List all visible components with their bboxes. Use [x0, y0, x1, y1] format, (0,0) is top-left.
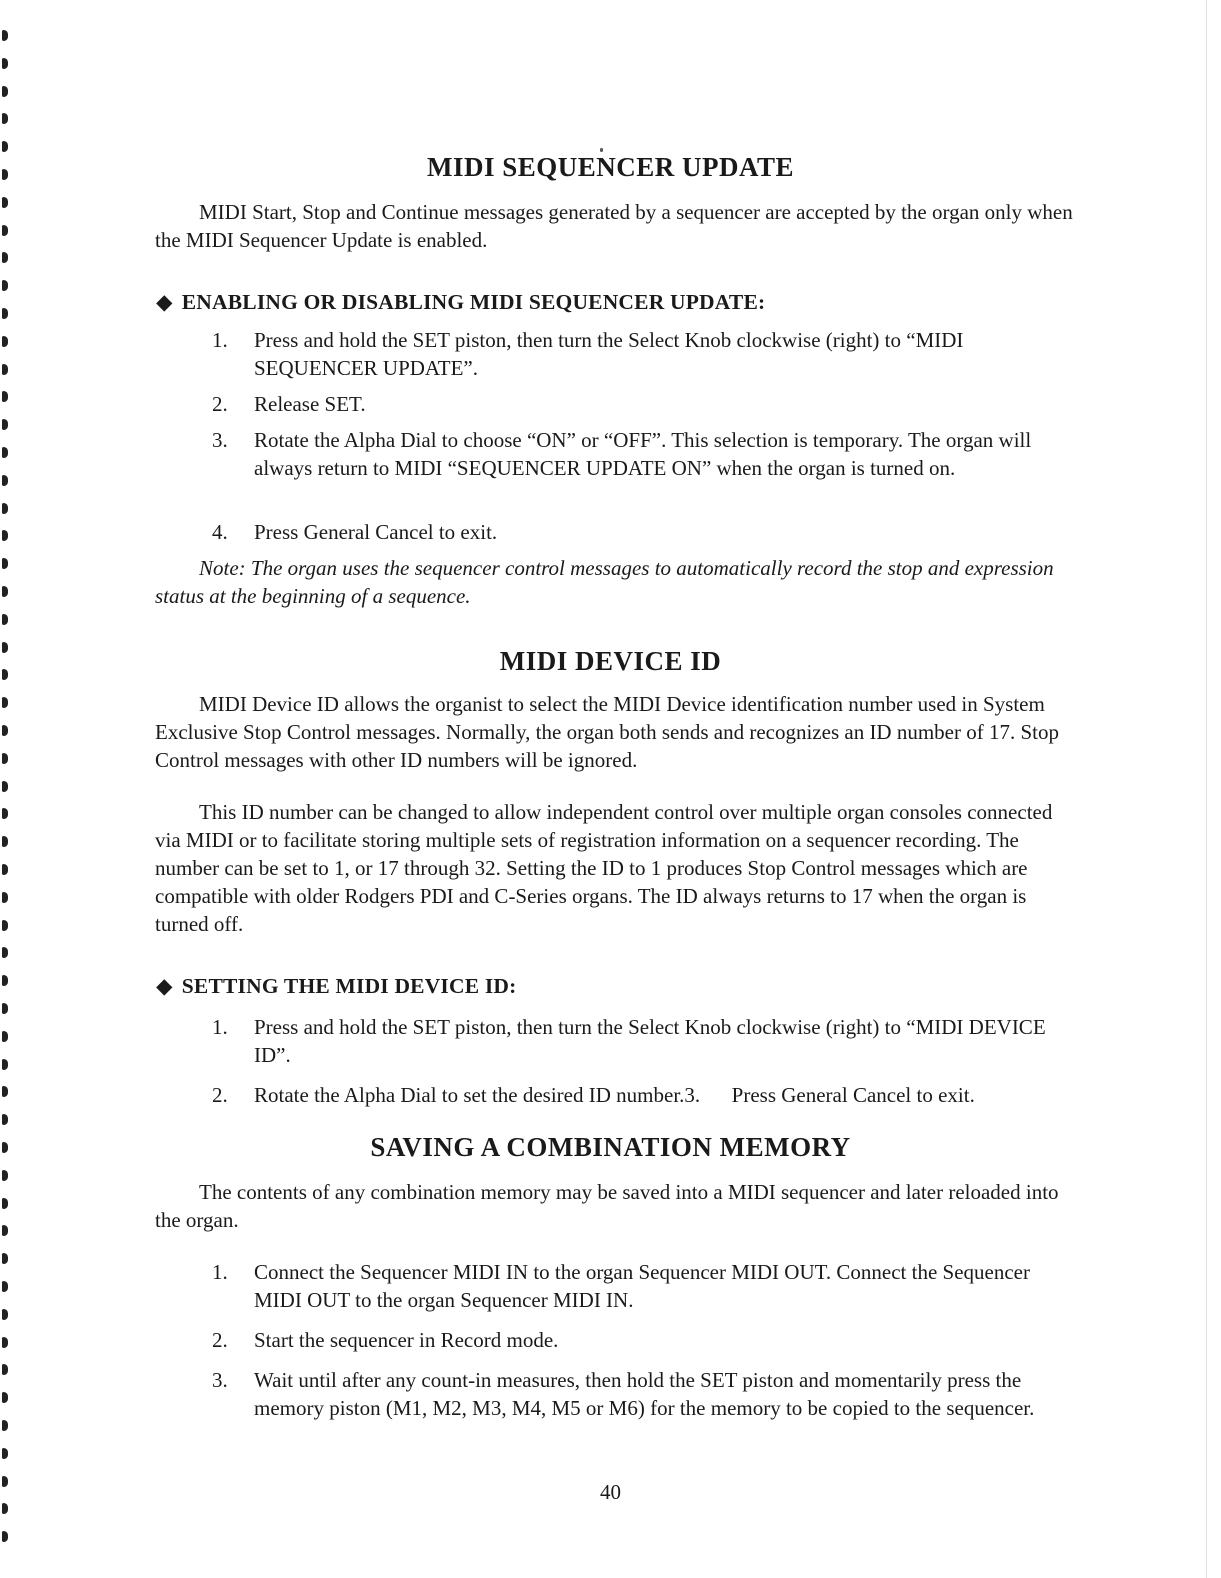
- list-text: Press and hold the SET piston, then turn the Select Knob clockwise (right) to “MIDI DEVICE ID”.: [254, 1015, 1046, 1067]
- list-number: 1.: [212, 1260, 228, 1284]
- subheading-enabling-text: ENABLING OR DISABLING MIDI SEQUENCER UPDATE:: [181, 290, 766, 314]
- sequencer-note: Note: The organ uses the sequencer control messages to automatically record the stop and expression status at the beginning of a sequence.: [155, 556, 1054, 608]
- list-number: 1.: [212, 1015, 228, 1039]
- section-title-sequencer-update: MIDI SEQUENCER UPDATE: [426, 152, 795, 182]
- combination-memory-intro: The contents of any combination memory may be saved into a MIDI sequencer and later reloaded into the organ.: [155, 1180, 1059, 1232]
- list-text: Wait until after any count-in measures, then hold the SET piston and momentarily press the memory piston (M1, M2, M3, M4, M5 or M6) for the memory to be copied to the sequencer.: [254, 1368, 1035, 1420]
- subheading-setting-id-text: SETTING THE MIDI DEVICE ID:: [181, 974, 517, 998]
- list-number: 3.: [212, 428, 228, 452]
- list-number: 1.: [212, 328, 228, 352]
- sequencer-update-intro: MIDI Start, Stop and Continue messages generated by a sequencer are accepted by the organ only when the MIDI Sequencer Update is enabled.: [155, 200, 1073, 252]
- diamond-bullet-icon: ◆: [156, 290, 173, 314]
- list-number: 2.: [212, 1083, 228, 1107]
- list-text: Press General Cancel to exit.: [254, 520, 498, 544]
- section-title-combination-memory: SAVING A COMBINATION MEMORY: [370, 1132, 851, 1162]
- list-text: Connect the Sequencer MIDI IN to the organ Sequencer MIDI OUT. Connect the Sequencer MIDI OUT to the organ Sequencer MIDI IN.: [254, 1260, 1030, 1312]
- device-id-paragraph-1: MIDI Device ID allows the organist to select the MIDI Device identification number used in System Exclusive Stop Control messages. Normally, the organ both sends and recognizes an ID number of 17. Stop Control messages with other ID numbers will be ignored.: [155, 692, 1060, 772]
- list-number: 3.: [212, 1368, 228, 1392]
- page-number: 40: [600, 1480, 621, 1504]
- list-text: Press and hold the SET piston, then turn the Select Knob clockwise (right) to “MIDI SEQUENCER UPDATE”.: [254, 328, 964, 380]
- list-number: 2.: [212, 392, 228, 416]
- diamond-bullet-icon: ◆: [156, 974, 173, 998]
- list-text: Start the sequencer in Record mode.: [254, 1328, 559, 1352]
- section-title-device-id: MIDI DEVICE ID: [499, 646, 722, 676]
- subheading-setting-id: [156, 974, 517, 999]
- list-text: Release SET.: [254, 392, 366, 416]
- list-number: 4.: [212, 520, 228, 544]
- list-text: Rotate the Alpha Dial to choose “ON” or “OFF”. This selection is temporary. The organ will always return to MIDI “SEQUENCER UPDATE ON” when the organ is turned on.: [254, 428, 1032, 480]
- list-text: Rotate the Alpha Dial to set the desired ID number.3. Press General Cancel to exit.: [254, 1083, 975, 1107]
- device-id-paragraph-2: This ID number can be changed to allow independent control over multiple organ consoles connected via MIDI or to facilitate storing multiple sets of registration information on a sequencer recording. The number can be set to 1, or 17 through 32. Setting the ID to 1 produces Stop Control messages which are compatible with older Rodgers PDI and C-Series organs. The ID always returns to 17 when the organ is turned off.: [155, 800, 1053, 936]
- list-number: 2.: [212, 1328, 228, 1352]
- subheading-enabling: [156, 290, 765, 315]
